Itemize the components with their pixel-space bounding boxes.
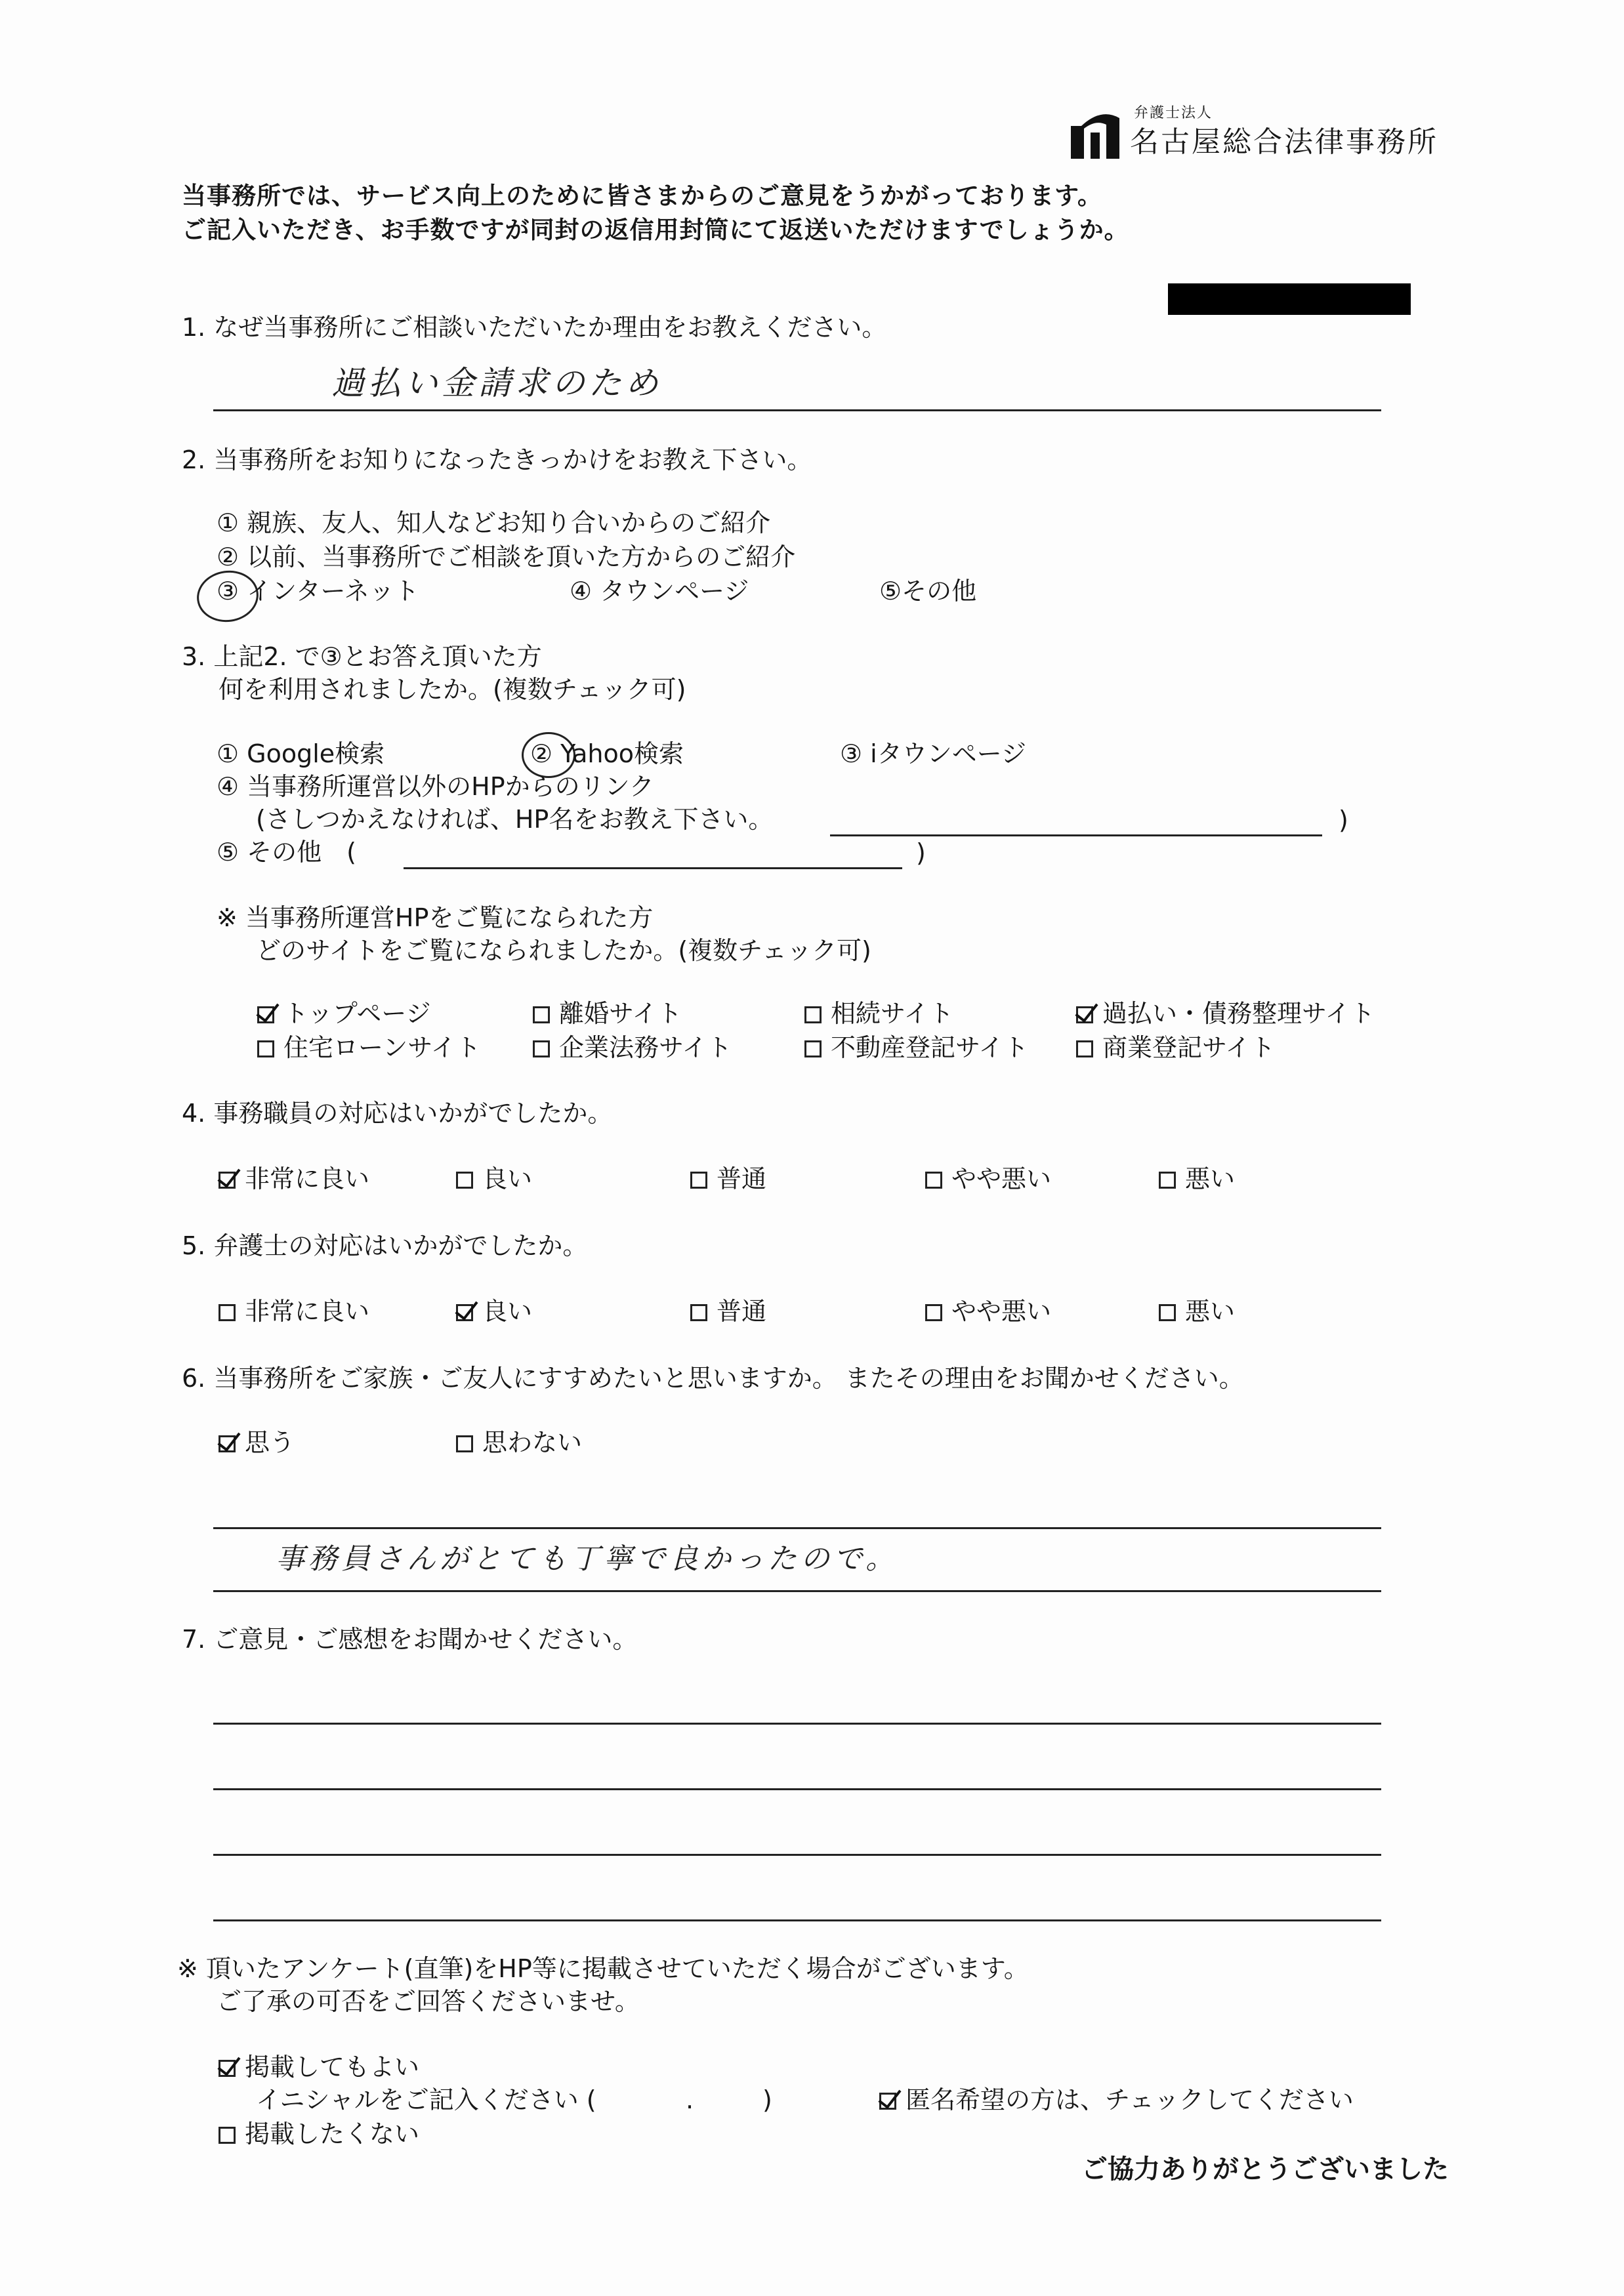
q3-option-4-hp-name-line[interactable] bbox=[830, 834, 1322, 836]
publish-ok-checkbox[interactable] bbox=[219, 2060, 236, 2077]
site-item-corporate[interactable] bbox=[533, 1034, 732, 1063]
q1-answer: 過払い金請求のため bbox=[331, 364, 662, 402]
q5-option-average[interactable] bbox=[690, 1298, 766, 1326]
q5-option-very-good[interactable] bbox=[219, 1298, 369, 1326]
q2-option-5: ⑤その他 bbox=[879, 577, 977, 605]
site-overpayment-label: 過払い・債務整理サイト bbox=[1102, 999, 1375, 1028]
q4-option-average[interactable] bbox=[690, 1165, 766, 1194]
q6-yes-checkbox[interactable] bbox=[219, 1435, 236, 1452]
publish-ng-option[interactable] bbox=[219, 2120, 419, 2149]
intro-line-1: 当事務所では、サービス向上のために皆さまからのご意見をうかがっております。 bbox=[182, 182, 1103, 210]
q4-option-good[interactable] bbox=[456, 1165, 532, 1194]
site-commercial-label: 商業登記サイト bbox=[1102, 1033, 1276, 1062]
site-item-top[interactable] bbox=[257, 1000, 431, 1029]
q6-option-no[interactable] bbox=[456, 1429, 582, 1458]
site-divorce-label: 離婚サイト bbox=[559, 999, 682, 1028]
q7-line-1[interactable] bbox=[213, 1723, 1381, 1725]
firm-sub-title: 弁護士法人 bbox=[1134, 105, 1213, 121]
site-inheritance-checkbox[interactable] bbox=[804, 1006, 822, 1023]
q5-somewhat-bad-checkbox[interactable] bbox=[925, 1304, 942, 1321]
site-item-inheritance[interactable] bbox=[804, 1000, 953, 1029]
q3-option-3: ③ iタウンページ bbox=[840, 739, 1026, 768]
site-divorce-checkbox[interactable] bbox=[533, 1006, 550, 1023]
q5-somewhat-bad-label: やや悪い bbox=[951, 1297, 1052, 1326]
thanks-message: ご協力ありがとうございました bbox=[1081, 2154, 1449, 2184]
publish-ok-label: 掲載してもよい bbox=[245, 2053, 420, 2081]
q4-average-label: 普通 bbox=[717, 1164, 767, 1193]
sites-label-1: ※ 当事務所運営HPをご覧になられた方 bbox=[217, 903, 654, 932]
q5-average-checkbox[interactable] bbox=[690, 1304, 707, 1321]
publish-initial-close-paren: ) bbox=[762, 2085, 772, 2114]
q4-option-bad[interactable] bbox=[1159, 1165, 1235, 1194]
q4-very-good-label: 非常に良い bbox=[245, 1164, 370, 1193]
publish-anonymous-checkbox[interactable] bbox=[879, 2093, 896, 2110]
q3-option-5: ⑤ その他 ( bbox=[217, 838, 356, 867]
q4-option-very-good[interactable] bbox=[219, 1165, 369, 1194]
site-housing-loan-checkbox[interactable] bbox=[257, 1040, 274, 1057]
q4-bad-checkbox[interactable] bbox=[1159, 1172, 1176, 1189]
site-corporate-checkbox[interactable] bbox=[533, 1040, 550, 1057]
q7-line-4[interactable] bbox=[213, 1919, 1381, 1921]
q3-option-4-close-paren: ) bbox=[1339, 806, 1348, 834]
q3-option-2: ② Yahoo検索 bbox=[530, 739, 684, 768]
q6-option-yes[interactable] bbox=[219, 1429, 295, 1458]
site-housing-loan-label: 住宅ローンサイト bbox=[283, 1033, 481, 1062]
q5-good-label: 良い bbox=[482, 1297, 533, 1326]
site-item-divorce[interactable] bbox=[533, 1000, 682, 1029]
site-top-label: トップページ bbox=[283, 999, 431, 1028]
q6-no-label: 思わない bbox=[482, 1428, 583, 1457]
site-real-estate-label: 不動産登記サイト bbox=[831, 1033, 1029, 1062]
site-item-real-estate[interactable] bbox=[804, 1034, 1028, 1063]
q6-answer: 事務員さんがとても丁寧で良かったので。 bbox=[276, 1542, 899, 1576]
q7-line-3[interactable] bbox=[213, 1854, 1381, 1856]
q4-very-good-checkbox[interactable] bbox=[219, 1172, 236, 1189]
q5-option-good[interactable] bbox=[456, 1298, 532, 1326]
q3-option-4-note: (さしつかえなければ、HP名をお教え下さい。 bbox=[256, 805, 774, 834]
site-item-housing-loan[interactable] bbox=[257, 1034, 481, 1063]
q5-average-label: 普通 bbox=[717, 1297, 767, 1326]
q5-bad-checkbox[interactable] bbox=[1159, 1304, 1176, 1321]
publish-anonymous-label: 匿名希望の方は、チェックしてください bbox=[906, 2085, 1354, 2114]
publish-note-1: ※ 頂いたアンケート(直筆)をHP等に掲載させていただく場合がございます。 bbox=[177, 1954, 1029, 1983]
publish-initial-value[interactable]: . bbox=[686, 2085, 694, 2114]
q2-option-2: ② 以前、当事務所でご相談を頂いた方からのご紹介 bbox=[217, 543, 796, 571]
q3-option-5-close-paren: ) bbox=[916, 838, 926, 867]
q1-answer-line bbox=[213, 409, 1381, 411]
q6-yes-label: 思う bbox=[245, 1428, 295, 1457]
q4-somewhat-bad-label: やや悪い bbox=[951, 1164, 1052, 1193]
q3-label-1: 3. 上記2. で③とお答え頂いた方 bbox=[182, 642, 542, 671]
publish-ng-label: 掲載したくない bbox=[245, 2120, 420, 2148]
q5-very-good-label: 非常に良い bbox=[245, 1297, 370, 1326]
q4-average-checkbox[interactable] bbox=[690, 1172, 707, 1189]
site-item-overpayment[interactable] bbox=[1076, 1000, 1375, 1029]
q4-somewhat-bad-checkbox[interactable] bbox=[925, 1172, 942, 1189]
q5-option-somewhat-bad[interactable] bbox=[925, 1298, 1051, 1326]
publish-anonymous-option[interactable] bbox=[879, 2086, 1354, 2115]
q5-option-bad[interactable] bbox=[1159, 1298, 1235, 1326]
q2-option-1: ① 親族、友人、知人などお知り合いからのご紹介 bbox=[217, 508, 771, 537]
site-overpayment-checkbox[interactable] bbox=[1076, 1006, 1093, 1023]
q3-option-1: ① Google検索 bbox=[217, 739, 385, 768]
q3-option-5-other-line[interactable] bbox=[404, 867, 902, 869]
q5-bad-label: 悪い bbox=[1185, 1297, 1236, 1326]
q5-very-good-checkbox[interactable] bbox=[219, 1304, 236, 1321]
q2-option-3: ③ インターネット bbox=[217, 577, 419, 605]
publish-initial-label: イニシャルをご記入ください ( bbox=[256, 2085, 596, 2114]
q6-reason-line-2 bbox=[213, 1590, 1381, 1592]
sites-label-2: どのサイトをご覧になられましたか。(複数チェック可) bbox=[256, 936, 871, 965]
site-real-estate-checkbox[interactable] bbox=[804, 1040, 822, 1057]
q4-good-label: 良い bbox=[482, 1164, 533, 1193]
site-item-commercial[interactable] bbox=[1076, 1034, 1275, 1063]
q1-label: 1. なぜ当事務所にご相談いただいたか理由をお教えください。 bbox=[182, 313, 887, 342]
site-inheritance-label: 相続サイト bbox=[831, 999, 954, 1028]
site-top-checkbox[interactable] bbox=[257, 1006, 274, 1023]
firm-name: 名古屋総合法律事務所 bbox=[1130, 125, 1438, 159]
redacted-area bbox=[1168, 283, 1411, 315]
q2-label: 2. 当事務所をお知りになったきっかけをお教え下さい。 bbox=[182, 445, 812, 474]
q4-option-somewhat-bad[interactable] bbox=[925, 1165, 1051, 1194]
q4-good-checkbox[interactable] bbox=[456, 1172, 473, 1189]
q6-label: 6. 当事務所をご家族・ご友人にすすめたいと思いますか。 またその理由をお聞かせください。 bbox=[182, 1364, 1244, 1393]
q4-bad-label: 悪い bbox=[1185, 1164, 1236, 1193]
publish-ok-option[interactable] bbox=[219, 2053, 419, 2082]
q5-good-checkbox[interactable] bbox=[456, 1304, 473, 1321]
q7-line-2[interactable] bbox=[213, 1788, 1381, 1790]
firm-logo-icon bbox=[1068, 106, 1122, 160]
publish-ng-checkbox[interactable] bbox=[219, 2127, 236, 2144]
q3-option-4: ④ 当事務所運営以外のHPからのリンク bbox=[217, 772, 654, 801]
q3-label-2: 何を利用されましたか。(複数チェック可) bbox=[219, 675, 686, 704]
q5-label: 5. 弁護士の対応はいかがでしたか。 bbox=[182, 1231, 588, 1260]
intro-line-2: ご記入いただき、お手数ですが同封の返信用封筒にて返送いただけますでしょうか。 bbox=[182, 216, 1129, 244]
publish-note-2: ご了承の可否をご回答くださいませ。 bbox=[217, 1987, 640, 2016]
q2-option-4: ④ タウンページ bbox=[570, 577, 749, 605]
q6-no-checkbox[interactable] bbox=[456, 1435, 473, 1452]
q6-reason-line-1 bbox=[213, 1527, 1381, 1529]
q4-label: 4. 事務職員の対応はいかがでしたか。 bbox=[182, 1099, 613, 1128]
site-corporate-label: 企業法務サイト bbox=[559, 1033, 732, 1062]
site-commercial-checkbox[interactable] bbox=[1076, 1040, 1093, 1057]
q7-label: 7. ご意見・ご感想をお聞かせください。 bbox=[182, 1625, 638, 1654]
